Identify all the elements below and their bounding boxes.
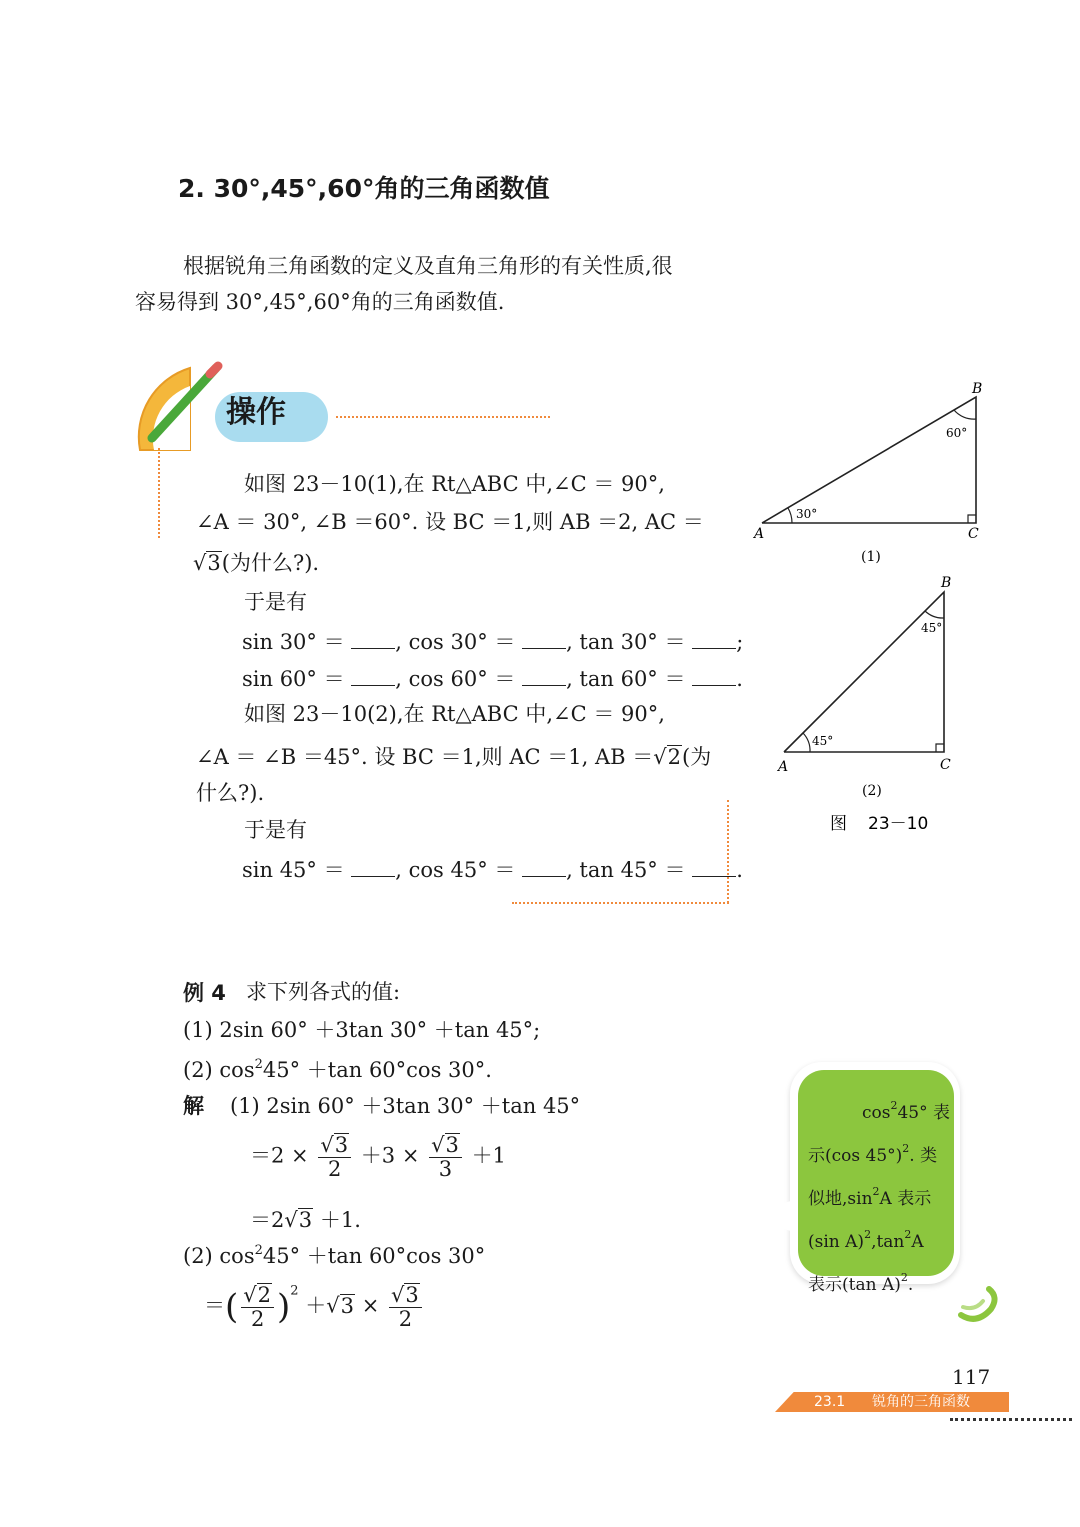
fraction-sqrt3-over-3: $\frac{√3}{3}$ <box>429 1133 462 1181</box>
fig1-label-A: A <box>754 526 765 542</box>
section-title: 2. 30°,45°,60°角的三角函数值 <box>178 174 550 203</box>
fig2-label-A: A <box>778 759 789 775</box>
operation-top-dotted-line <box>336 416 550 418</box>
page-number: 117 <box>952 1365 991 1389</box>
blank-tan60[interactable] <box>692 667 736 686</box>
intro-line-1: 根据锐角三角函数的定义及直角三角形的有关性质,很 <box>183 254 673 278</box>
solution-part2: (2) $\cos^245^\circ +\tan$ 60°cos 30° <box>183 1243 486 1268</box>
triangle-fig2 <box>784 592 944 752</box>
op-para2-line1: 如图 23－10(2),在 Rt△ABC 中,∠C ＝ 90°, <box>244 702 665 726</box>
figure-23-10 <box>740 375 990 845</box>
fig2-label-B: B <box>941 575 952 591</box>
op-para2-line2: ∠A ＝ ∠B ＝45°. 设 BC ＝1,则 AC ＝1, AB ＝√2(为 <box>196 745 712 769</box>
blank-sin30[interactable] <box>351 630 395 649</box>
answer-row-1: sin 30° ＝ , cos 30° ＝ , tan 30° ＝ ; <box>242 630 744 654</box>
operation-label: 操作 <box>226 395 286 430</box>
fraction-sqrt2-over-2: $\frac{√2}{2}$ <box>241 1283 274 1331</box>
blank-cos45[interactable] <box>522 858 566 877</box>
operation-left-dotted-line <box>158 448 160 538</box>
intro-line-2: 容易得到 30°,45°,60°角的三角函数值. <box>135 290 505 314</box>
blank-cos30[interactable] <box>522 630 566 649</box>
swirl-decoration-icon <box>955 1285 1001 1325</box>
solution-step1: ＝2 × $\frac{√3}{2}$ ＋3 × $\frac{√3}{3}$ ＋1 <box>250 1133 506 1182</box>
fig1-label-B: B <box>972 381 983 397</box>
root-2: 2 <box>667 745 681 769</box>
op-yushi-1: 于是有 <box>244 590 307 614</box>
example-label: 例 4 <box>183 981 226 1005</box>
op-para2-line3: 什么?). <box>196 781 265 805</box>
root-3: 3 <box>207 551 221 575</box>
blank-sin45[interactable] <box>351 858 395 877</box>
example-q2: (2) $\cos^245^\circ +\tan$ 60°cos 30°. <box>183 1057 492 1082</box>
op-para1-line3: √3(为什么?). <box>193 551 320 575</box>
fig2-label-C: C <box>940 757 951 773</box>
operation-bottom-dotted-line <box>512 902 729 904</box>
fig1-angle-A: 30° <box>796 507 818 521</box>
solution-part2-step: ＝( $\frac{√2}{2}$ )$^2$ ＋√3 × $\frac{√3}{2}$ <box>204 1283 425 1331</box>
note-text: $\cos^245^\circ$ 表 示(cos 45°)$^2$. 类 似地$,\sin^2A$ 表示 (sin $A)^2,\tan^2A$ 表示(tan A)$^2$. <box>808 1099 950 1295</box>
fig1-caption: (1) <box>861 549 881 565</box>
op-yushi-2: 于是有 <box>244 818 307 842</box>
footer-section-number: 23.1 <box>814 1394 846 1410</box>
answer-row-2: sin 60° ＝ , cos 60° ＝ , tan 60° ＝ . <box>242 667 743 691</box>
solution-step2: ＝2√3 ＋1. <box>250 1208 361 1232</box>
figure-caption-prefix: 图 <box>830 814 847 834</box>
solution-label: 解 <box>183 1094 204 1118</box>
blank-tan45[interactable] <box>692 858 736 877</box>
blank-sin60[interactable] <box>351 667 395 686</box>
fig1-label-C: C <box>968 526 979 542</box>
footer-section-title: 锐角的三角函数 <box>872 1394 970 1410</box>
fraction-sqrt3-over-2: $\frac{√3}{2}$ <box>318 1133 351 1181</box>
answer-row-3: sin 45° ＝ , cos 45° ＝ , tan 45° ＝ . <box>242 858 743 882</box>
fig2-angle-A: 45° <box>812 734 834 748</box>
fig1-angle-B: 60° <box>946 426 968 440</box>
op-para1-line2: ∠A ＝ 30°, ∠B ＝60°. 设 BC ＝1,则 AB ＝2, AC ＝ <box>196 510 704 534</box>
blank-cos60[interactable] <box>522 667 566 686</box>
op-para1-line1: 如图 23－10(1),在 Rt△ABC 中,∠C ＝ 90°, <box>244 472 665 496</box>
operation-right-dotted-line <box>727 800 729 903</box>
triangle-fig1 <box>762 397 976 523</box>
example-q1: (1) 2sin 60° ＋3tan 30° ＋tan 45°; <box>183 1018 541 1042</box>
fig2-caption: (2) <box>862 783 882 799</box>
solution-part1: (1) 2sin 60° ＋3tan 30° ＋tan 45° <box>230 1094 581 1118</box>
example-title: 求下列各式的值: <box>246 980 401 1004</box>
figure-caption-number: 23－10 <box>868 814 929 834</box>
fraction-sqrt3-over-2-b: $\frac{√3}{2}$ <box>389 1283 422 1331</box>
note-bubble-tail <box>742 1200 794 1232</box>
blank-tan30[interactable] <box>692 630 736 649</box>
fig2-angle-B: 45° <box>921 621 943 635</box>
footer-dotted-line <box>950 1418 1072 1421</box>
